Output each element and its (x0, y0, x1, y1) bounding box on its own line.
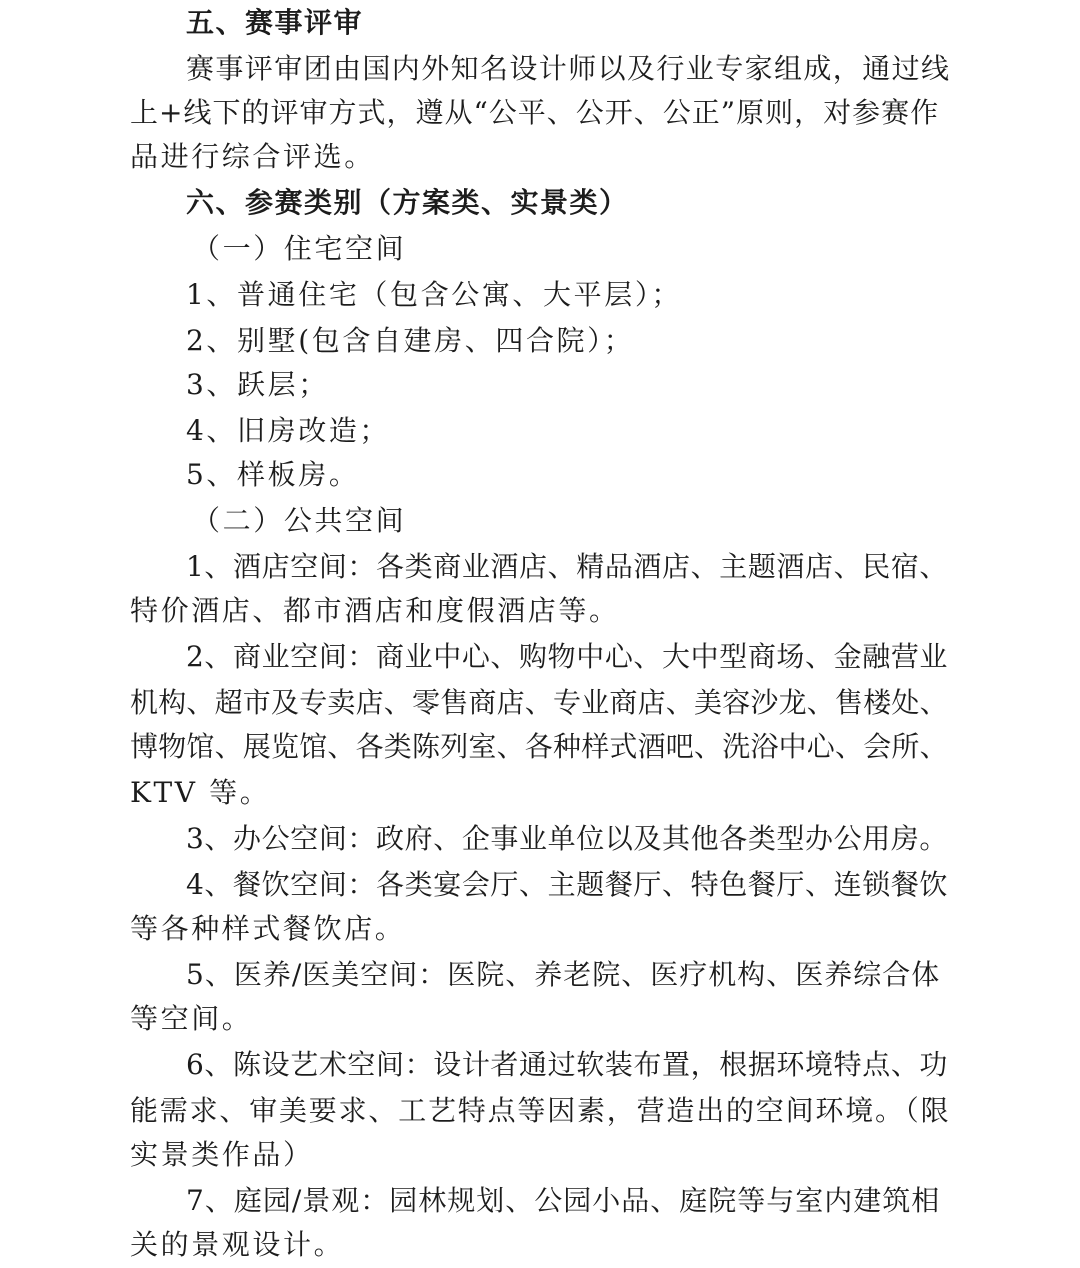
public-item-6-line-3: 实景类作品） (130, 1138, 314, 1171)
public-item-7-line-2: 关的景观设计。 (130, 1228, 345, 1261)
residential-item-4: 4、旧房改造； (186, 414, 391, 447)
public-item-2-line-3: 博物馆、展览馆、各类陈列室、各种样式酒吧、洗浴中心、会所、 (130, 730, 948, 763)
residential-item-5: 5、样板房。 (186, 458, 360, 491)
public-item-5-line-2: 等空间。 (130, 1002, 253, 1035)
public-item-2-line-2: 机构、超市及专卖店、零售商店、专业商店、美容沙龙、售楼处、 (130, 686, 948, 719)
public-title: （二）公共空间 (192, 504, 407, 537)
public-item-1-line-2: 特价酒店、都市酒店和度假酒店等。 (130, 594, 620, 627)
public-item-4-line-2: 等各种样式餐饮店。 (130, 912, 406, 945)
public-item-5-line-1: 5、医养/医美空间：医院、养老院、医疗机构、医养综合体 (186, 958, 941, 991)
public-item-2-line-1: 2、商业空间：商业中心、购物中心、大中型商场、金融营业 (186, 640, 949, 673)
residential-title: （一）住宅空间 (192, 232, 407, 265)
residential-item-1: 1、普通住宅（包含公寓、大平层）； (186, 278, 683, 311)
public-item-6-line-2: 能需求、审美要求、工艺特点等因素，营造出的空间环境。（限 (130, 1094, 951, 1127)
residential-item-3: 3、跃层； (186, 368, 329, 401)
public-item-7-line-1: 7、庭园/景观：园林规划、公园小品、庭院等与室内建筑相 (186, 1184, 941, 1217)
section-6-heading: 六、参赛类别（方案类、实景类） (186, 186, 629, 219)
public-item-4-line-1: 4、餐饮空间：各类宴会厅、主题餐厅、特色餐厅、连锁餐饮 (186, 868, 949, 901)
public-item-2-line-4: KTV 等。 (130, 776, 271, 809)
section-5-para-line-1: 赛事评审团由国内外知名设计师以及行业专家组成，通过线 (186, 52, 951, 85)
residential-item-2: 2、别墅(包含自建房、四合院）； (186, 324, 635, 357)
public-item-6-line-1: 6、陈设艺术空间：设计者通过软装布置，根据环境特点、功 (186, 1048, 949, 1081)
section-5-para-line-2: 上+线下的评审方式，遵从“公平、公开、公正”原则，对参赛作 (130, 96, 940, 129)
section-5-heading: 五、赛事评审 (186, 6, 364, 39)
public-item-3-line-1: 3、办公空间：政府、企事业单位以及其他各类型办公用房。 (186, 822, 949, 855)
section-5-para-line-3: 品进行综合评选。 (130, 140, 375, 173)
public-item-1-line-1: 1、酒店空间：各类商业酒店、精品酒店、主题酒店、民宿、 (186, 550, 949, 583)
